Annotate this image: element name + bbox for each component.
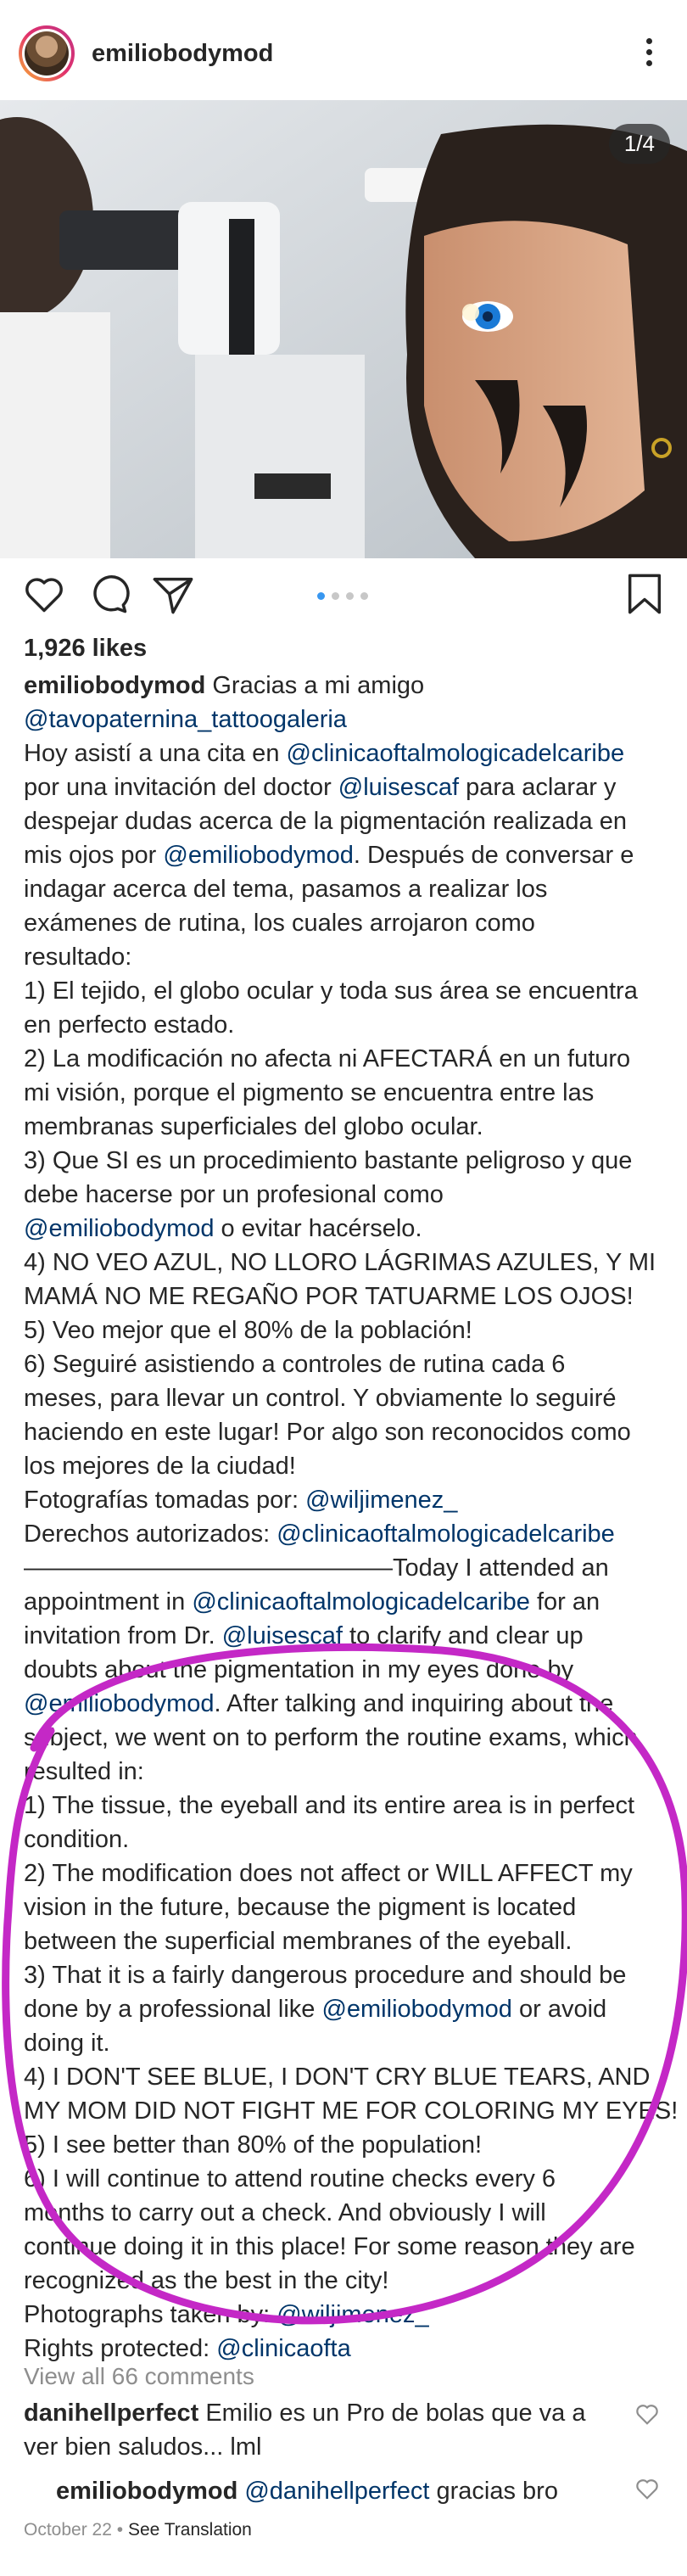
caption-line: [24, 2264, 668, 2298]
caption-text: 5) I see better than 80% of the population!: [24, 2131, 483, 2159]
photo-image: [0, 100, 687, 558]
caption-text: doubts about the pigmentation in my eyes done by: [24, 1656, 574, 1683]
caption-line: [24, 2128, 668, 2162]
caption-text: continue doing it in this place! For some reason they are: [24, 2233, 635, 2260]
post-username[interactable]: emiliobodymod: [92, 40, 274, 67]
mention-link[interactable]: @luisescaf: [338, 774, 460, 801]
caption-line: [24, 736, 668, 770]
caption-line: [24, 872, 668, 906]
caption-line: [24, 770, 668, 804]
caption-text: mi visión, porque el pigmento se encuentra entre las: [24, 1079, 595, 1106]
bookmark-icon[interactable]: [623, 572, 667, 616]
caption-text: months to carry out a check. And obviously I will: [24, 2199, 546, 2226]
caption-text: 1) El tejido, el globo ocular y toda sus área se encuentra: [24, 977, 638, 1005]
caption-text: ———————————————Today I attended an: [24, 1554, 609, 1582]
comment-text: Emilio es un Pro de bolas que va a: [198, 2400, 586, 2427]
caption-line: [24, 2094, 679, 2128]
mention-link[interactable]: @wiljimenez_: [305, 1487, 458, 1514]
caption-text: en perfecto estado.: [24, 1011, 235, 1039]
caption-text: membranas superficiales del globo ocular.: [24, 1113, 483, 1140]
mention-link[interactable]: @emiliobodymod: [163, 842, 354, 869]
comment: [24, 2396, 634, 2464]
caption-line: [24, 2060, 668, 2094]
caption-line: [24, 1585, 668, 1619]
caption-line: [24, 1687, 668, 1721]
mention-link[interactable]: @emiliobodymod: [24, 1215, 215, 1242]
caption-text: resultado:: [24, 944, 132, 971]
caption-line: [24, 1924, 668, 1958]
caption-line: [24, 1381, 668, 1415]
caption-text: 4) I DON'T SEE BLUE, I DON'T CRY BLUE TEARS, AND: [24, 2064, 651, 2091]
reply-mention[interactable]: @danihellperfect: [244, 2478, 430, 2505]
reply-like-heart-icon[interactable]: [634, 2476, 660, 2501]
caption-line: [24, 2230, 668, 2264]
action-bar: [0, 558, 687, 635]
caption-line: [24, 1619, 668, 1653]
caption-text: 4) NO VEO AZUL, NO LLORO LÁGRIMAS AZULES, Y MI: [24, 1249, 656, 1276]
caption-text: appointment in: [24, 1588, 193, 1616]
caption-text: 5) Veo mejor que el 80% de la población!: [24, 1317, 472, 1344]
caption-text: invitation from Dr.: [24, 1622, 222, 1649]
caption-line: [24, 1856, 668, 1890]
caption-line: [24, 1347, 668, 1381]
mention-link[interactable]: @tavopaternina_tattoogaleria: [24, 706, 347, 733]
reply-comment: [56, 2474, 633, 2508]
caption-text: 1) The tissue, the eyeball and its entire area is in perfect: [24, 1792, 635, 1819]
caption-line: [24, 1958, 668, 1992]
caption-line: [24, 906, 668, 940]
caption-line: [24, 1653, 668, 1687]
caption-line: [24, 940, 668, 974]
caption-line: [24, 1449, 668, 1483]
caption-text: for an: [529, 1588, 600, 1616]
mention-link[interactable]: @clinicaofta: [216, 2335, 351, 2362]
caption-text: MAMÁ NO ME REGAÑO POR TATUARME LOS OJOS!: [24, 1283, 634, 1310]
caption-line: [24, 1415, 668, 1449]
caption-line: [24, 804, 668, 838]
caption-text: Hoy asistí a una cita en: [24, 740, 287, 767]
avatar[interactable]: [19, 25, 75, 81]
caption-text: resulted in:: [24, 1758, 144, 1785]
caption-line: [24, 703, 668, 736]
caption-text: . After talking and inquiring about the: [214, 1690, 614, 1717]
carousel-indicator: [317, 592, 368, 600]
post-caption: [24, 669, 679, 2366]
caption-line: [24, 1823, 668, 1856]
caption-text: subject, we went on to perform the routine exams, which: [24, 1724, 638, 1751]
more-options-icon[interactable]: [636, 34, 662, 73]
caption-text: vision in the future, because the pigment is located: [24, 1894, 577, 1921]
mention-link[interactable]: @luisescaf: [221, 1622, 343, 1649]
caption-line: [24, 1313, 668, 1347]
mention-link[interactable]: @emiliobodymod: [24, 1690, 215, 1717]
caption-line: [24, 1212, 668, 1246]
caption-text: condition.: [24, 1826, 130, 1853]
caption-text: between the superficial membranes of the eyeball.: [24, 1928, 572, 1955]
caption-text: done by a professional like: [24, 1996, 322, 2023]
caption-line: [24, 1178, 668, 1212]
caption-line: [24, 1992, 668, 2026]
post-date: October 22: [24, 2520, 112, 2540]
caption-text: mis ojos por: [24, 842, 164, 869]
caption-text: 6) Seguiré asistiendo a controles de rutina cada 6: [24, 1351, 566, 1378]
caption-text: Photographs taken by:: [24, 2301, 277, 2328]
caption-line: [24, 1008, 668, 1042]
caption-line: [24, 1110, 668, 1144]
caption-line: [24, 1890, 668, 1924]
caption-text: para aclarar y: [459, 774, 617, 801]
caption-line: [24, 1789, 668, 1823]
comment-text-continued: ver bien saludos... lml: [24, 2433, 262, 2461]
likes-count[interactable]: 1,926 likes: [24, 635, 148, 662]
share-send-icon[interactable]: [151, 572, 195, 616]
separator-dot: •: [111, 2520, 128, 2540]
caption-text: 2) The modification does not affect or WILL AFFECT my: [24, 1860, 633, 1887]
caption-text: Fotografías tomadas por:: [24, 1487, 306, 1514]
caption-username[interactable]: emiliobodymod: [24, 672, 206, 699]
caption-line: [24, 1721, 668, 1755]
mention-link[interactable]: @clinicaoftalmologicadelcaribe: [286, 740, 625, 767]
post-header: [0, 0, 687, 100]
caption-line: [24, 1144, 668, 1178]
caption-line: [24, 2026, 668, 2060]
reply-text: gracias bro: [429, 2478, 558, 2505]
caption-text: 3) That it is a fairly dangerous procedure and should be: [24, 1962, 627, 1989]
reply-username[interactable]: emiliobodymod: [56, 2478, 238, 2505]
caption-text: . Después de conversar e: [353, 842, 634, 869]
caption-line: [24, 974, 668, 1008]
caption-line: [24, 2162, 668, 2196]
caption-line: [24, 2196, 668, 2230]
caption-line: [24, 1042, 668, 1076]
caption-text: los mejores de la ciudad!: [24, 1453, 296, 1480]
see-translation-link[interactable]: See Translation: [127, 2520, 252, 2540]
like-heart-icon[interactable]: [22, 572, 66, 616]
caption-text: o evitar hacérselo.: [214, 1215, 422, 1242]
mention-link[interactable]: @emiliobodymod: [321, 1996, 512, 2023]
mention-link[interactable]: @wiljimenez_: [276, 2301, 429, 2328]
caption-text: or avoid: [511, 1996, 607, 2023]
caption-line: [24, 2332, 668, 2366]
caption-text: 6) I will continue to attend routine checks every 6: [24, 2165, 556, 2192]
caption-line: [24, 838, 668, 872]
caption-line: [24, 1755, 668, 1789]
caption-text: por una invitación del doctor: [24, 774, 338, 801]
mention-link[interactable]: @clinicaoftalmologicadelcaribe: [192, 1588, 530, 1616]
caption-line: [24, 1517, 668, 1551]
caption-line: [24, 2298, 668, 2332]
caption-line: [24, 1551, 668, 1585]
caption-line: [24, 1246, 668, 1280]
caption-line: [24, 1280, 668, 1313]
caption-text: recognized as the best in the city!: [24, 2267, 389, 2294]
post-date-row: [24, 2520, 252, 2540]
mention-link[interactable]: @clinicaoftalmologicadelcaribe: [276, 1520, 615, 1548]
caption-text: Derechos autorizados:: [24, 1520, 277, 1548]
caption-text: 2) La modificación no afecta ni AFECTARÁ en un futuro: [24, 1045, 631, 1072]
caption-text: debe hacerse por un profesional como: [24, 1181, 444, 1208]
comment-like-heart-icon[interactable]: [634, 2401, 660, 2427]
caption-text: to clarify and clear up: [342, 1622, 584, 1649]
caption-line: [24, 1483, 668, 1517]
caption-text: doing it.: [24, 2030, 110, 2057]
caption-line: [24, 669, 668, 703]
caption-text: 3) Que SI es un procedimiento bastante peligroso y que: [24, 1147, 633, 1174]
caption-text: Rights protected:: [24, 2335, 217, 2362]
comment-username[interactable]: danihellperfect: [24, 2400, 199, 2427]
caption-text: despejar dudas acerca de la pigmentación realizada en: [24, 808, 627, 835]
caption-text: indagar acerca del tema, pasamos a realizar los: [24, 876, 548, 903]
caption-text: MY MOM DID NOT FIGHT ME FOR COLORING MY EYES!: [24, 2097, 679, 2125]
carousel-counter: 1/4: [609, 124, 670, 164]
caption-text: Gracias a mi amigo: [205, 672, 425, 699]
post-photo[interactable]: [0, 100, 687, 558]
caption-line: [24, 1076, 668, 1110]
view-all-comments-link[interactable]: View all 66 comments: [24, 2363, 254, 2389]
comment-icon[interactable]: [87, 572, 131, 616]
caption-text: meses, para llevar un control. Y obviamente lo seguiré: [24, 1385, 617, 1412]
caption-text: exámenes de rutina, los cuales arrojaron como: [24, 910, 535, 937]
caption-text: haciendo en este lugar! Por algo son reconocidos como: [24, 1419, 631, 1446]
